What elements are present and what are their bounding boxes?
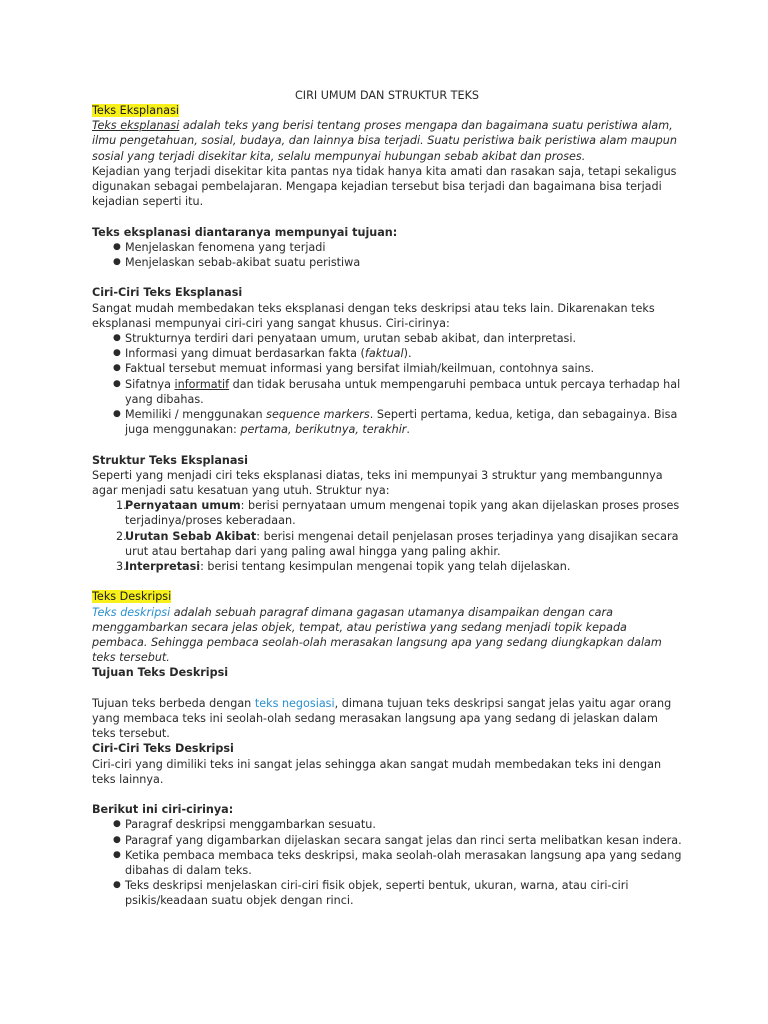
list-item-text: Ketika pembaca membaca teks deskripsi, maka seolah-olah merasakan langsung apa yang sedang dibahas di dalam teks.	[125, 848, 682, 878]
subheading-berikut: Berikut ini ciri-cirinya:	[92, 803, 234, 817]
list-item-text: Menjelaskan sebab-akibat suatu peristiwa	[125, 256, 361, 270]
list-item	[92, 255, 682, 270]
underlined-text: informatif	[174, 377, 230, 391]
italic-text: faktual	[364, 347, 404, 361]
bold-label: Pernyataan umum	[125, 499, 241, 513]
subheading-tujuan: Teks eksplanasi diantaranya mempunyai tujuan:	[92, 225, 398, 239]
subheading-struktur: Struktur Teks Eksplanasi	[92, 453, 248, 467]
defined-term: Teks eksplanasi	[92, 119, 180, 133]
subheading-tujuan-deskripsi: Tujuan Teks Deskripsi	[92, 666, 229, 680]
list-item-text: : berisi pernyataan umum mengenai topik yang akan dijelaskan proses proses terjadinya/proses keberadaan.	[125, 499, 680, 528]
goal-list	[92, 240, 682, 270]
list-item-text: Strukturnya terdiri dari penyataan umum, urutan sebab akibat, dan interpretasi.	[125, 332, 577, 346]
list-item-text: .	[406, 423, 410, 437]
ciri-list	[92, 331, 682, 437]
bullet-marker: ●	[113, 378, 121, 389]
struktur-list	[92, 498, 682, 574]
definition-paragraph	[92, 605, 682, 666]
bullet-marker: ●	[113, 819, 121, 830]
bullet-marker: ●	[113, 849, 121, 860]
list-item-text: Memiliki / menggunakan	[125, 408, 267, 422]
teks-negosiasi-link[interactable]: teks negosiasi	[254, 696, 335, 710]
section-heading-deskripsi	[92, 589, 682, 604]
subheading-ciri-ciri: Ciri-Ciri Teks Eksplanasi	[92, 286, 243, 300]
paragraph-text: Tujuan teks berbeda dengan	[92, 696, 255, 710]
list-item-text: Paragraf deskripsi menggambarkan sesuatu.	[125, 818, 376, 832]
list-item	[92, 240, 682, 255]
list-item	[92, 878, 682, 908]
list-item-text: : berisi tentang kesimpulan mengenai topik yang telah dijelaskan.	[200, 560, 571, 574]
bullet-marker: ●	[113, 241, 121, 252]
highlighted-heading: Teks Eksplanasi	[92, 104, 180, 117]
list-item-text: Informasi yang dimuat berdasarkan fakta (	[125, 347, 365, 361]
italic-text: sequence markers	[266, 408, 370, 422]
bullet-marker: ●	[113, 409, 121, 420]
paragraph: Ciri-ciri yang dimiliki teks ini sangat jelas sehingga akan sangat mudah membedakan teks ini dengan teks lainnya.	[92, 757, 662, 786]
paragraph-text: , dimana tujuan teks deskripsi sangat jelas yaitu agar orang yang membaca teks ini seolah-olah sedang merasakan langsung apa yang sedang di jelaskan dalam teks tersebut.	[92, 696, 672, 741]
definition-text: adalah teks yang berisi tentang proses mengapa dan bagaimana suatu peristiwa alam, ilmu pengetahuan, sosial, budaya, dan lainnya bisa terjadi. Suatu peristiwa baik peristiwa alam maupun sosial yang terjadi disekitar kita, selalu mempunyai hubungan sebab akibat dan proses.	[92, 119, 677, 163]
bullet-marker: ●	[113, 257, 121, 268]
list-item	[92, 407, 682, 437]
highlighted-heading: Teks Deskripsi	[92, 590, 172, 604]
bold-label: Interpretasi	[125, 560, 201, 574]
list-item	[92, 498, 682, 528]
list-item-text: Teks deskripsi menjelaskan ciri-ciri fisik objek, seperti bentuk, ukuran, warna, atau ciri-ciri psikis/keadaan suatu objek dengan rinci.	[125, 879, 629, 908]
section-heading-eksplanasi	[92, 103, 682, 118]
deskripsi-ciri-list	[92, 817, 682, 908]
bullet-marker: ●	[113, 363, 121, 374]
list-item	[92, 817, 682, 832]
list-item	[92, 833, 682, 848]
list-item	[92, 377, 682, 407]
list-item	[92, 529, 682, 559]
list-item-text: . Seperti pertama, kedua, ketiga, dan sebagainya. Bisa juga menggunakan:	[125, 408, 678, 437]
list-item-text: Sifatnya	[125, 377, 175, 391]
document-page	[92, 88, 682, 909]
number-marker: 3.	[116, 560, 127, 574]
definition-text: adalah sebuah paragraf dimana gagasan utamanya disampaikan dengan cara menggambarkan secara jelas objek, tempat, atau peristiwa yang sedang menjadi topik kepada pembaca. Sehingga pembaca seolah-olah merasakan langsung apa yang sedang diungkapkan dalam teks tersebut.	[92, 605, 662, 665]
list-item	[92, 331, 682, 346]
list-item	[92, 848, 682, 878]
list-item	[92, 346, 682, 361]
paragraph	[92, 696, 682, 742]
subheading-ciri-ciri-deskripsi: Ciri-Ciri Teks Deskripsi	[92, 742, 234, 756]
defined-term-link[interactable]: Teks deskripsi	[92, 605, 171, 619]
italic-text: pertama, berikutnya, terakhir	[240, 423, 407, 437]
list-item-text: Paragraf yang digambarkan dijelaskan secara sangat jelas dan rinci serta melibatkan kesan indera.	[125, 833, 682, 847]
bullet-marker: ●	[113, 834, 121, 845]
bullet-marker: ●	[113, 333, 121, 344]
list-item-text: : berisi mengenai detail penjelasan proses terjadinya yang disajikan secara urut atau bertahap dari yang paling awal hingga yang paling akhir.	[125, 529, 679, 558]
bullet-marker: ●	[113, 348, 121, 359]
list-item-text: Menjelaskan fenomena yang terjadi	[125, 240, 326, 254]
list-item	[92, 559, 682, 574]
list-item-text: dan tidak berusaha untuk mempengaruhi pembaca untuk percaya terhadap hal yang dibahas.	[125, 377, 681, 406]
paragraph: Kejadian yang terjadi disekitar kita pantas nya tidak hanya kita amati dan rasakan saja, tetapi sekaligus digunakan sebagai pembelajaran. Mengapa kejadian tersebut bisa terjadi dan bagaimana bisa terjadi kejadian seperti itu.	[92, 164, 677, 209]
number-marker: 2.	[116, 529, 127, 543]
list-item-text: Faktual tersebut memuat informasi yang bersifat ilmiah/keilmuan, contohnya sains.	[125, 362, 595, 376]
list-item-text: ).	[403, 347, 412, 361]
number-marker: 1.	[116, 499, 127, 513]
definition-paragraph	[92, 118, 682, 164]
list-item	[92, 361, 682, 376]
paragraph: Seperti yang menjadi ciri teks eksplanasi diatas, teks ini mempunyai 3 struktur yang membangunnya agar menjadi satu kesatuan yang utuh. Struktur nya:	[92, 468, 663, 498]
bullet-marker: ●	[113, 880, 121, 891]
bold-label: Urutan Sebab Akibat	[125, 529, 257, 543]
document-title: CIRI UMUM DAN STRUKTUR TEKS	[294, 89, 480, 102]
paragraph: Sangat mudah membedakan teks eksplanasi dengan teks deskripsi atau teks lain. Dikarenakan teks eksplanasi mempunyai ciri-ciri yang sangat khusus. Ciri-cirinya:	[92, 301, 655, 330]
